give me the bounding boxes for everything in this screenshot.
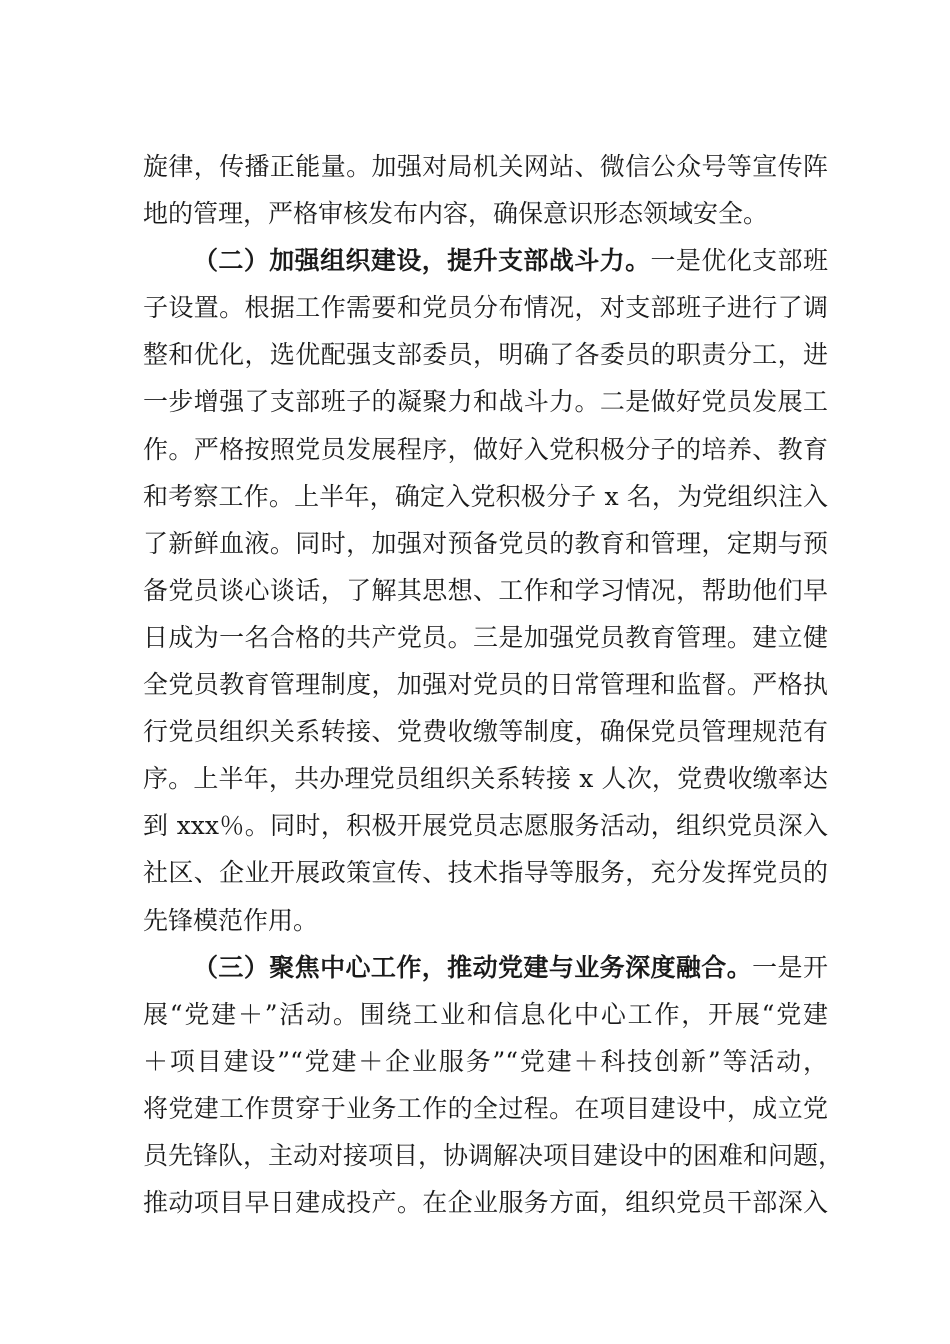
text-line: 员先锋队，主动对接项目，协调解决项目建设中的困难和问题， — [143, 1140, 844, 1170]
text-line: 了新鲜血液。同时，加强对预备党员的教育和管理，定期与预 — [143, 528, 828, 558]
document-body — [143, 143, 844, 1226]
text-line: 推动项目早日建成投产。在企业服务方面，组织党员干部深入 — [143, 1188, 828, 1218]
text-line: 子设置。根据工作需要和党员分布情况，对支部班子进行了调 — [143, 293, 828, 323]
text-line: 日成为一名合格的共产党员。三是加强党员教育管理。建立健 — [143, 622, 828, 652]
text-line: 地的管理，严格审核发布内容，确保意识形态领域安全。 — [143, 199, 769, 229]
section-heading: （三）聚焦中心工作，推动党建与业务深度融合。 — [193, 952, 753, 982]
text-line: 旋律，传播正能量。加强对局机关网站、微信公众号等宣传阵 — [143, 152, 828, 181]
text-line: 全党员教育管理制度，加强对党员的日常管理和监督。严格执 — [143, 670, 828, 700]
text-line: 先锋模范作用。 — [143, 905, 319, 935]
text-line: 作。严格按照党员发展程序，做好入党积极分子的培养、教育 — [143, 434, 828, 464]
text-line: 展“党建＋”活动。围绕工业和信息化中心工作，开展“党建 — [143, 999, 828, 1029]
section-heading-line: （二）加强组织建设，提升支部战斗力。一是优化支部班 — [193, 246, 828, 276]
section-heading-line: （三）聚焦中心工作，推动党建与业务深度融合。一是开 — [193, 952, 828, 982]
text-line: 序。上半年，共办理党员组织关系转接 x 人次，党费收缴率达 — [143, 764, 828, 794]
text-line: 一步增强了支部班子的凝聚力和战斗力。二是做好党员发展工 — [143, 387, 828, 417]
text-line: 行党员组织关系转接、党费收缴等制度，确保党员管理规范有 — [143, 717, 828, 747]
text-line: 备党员谈心谈话，了解其思想、工作和学习情况，帮助他们早 — [143, 575, 828, 605]
text-line: 到 xxx％。同时，积极开展党员志愿服务活动，组织党员深入 — [143, 811, 828, 841]
text-line: 整和优化，选优配强支部委员，明确了各委员的职责分工，进 — [143, 340, 828, 370]
text-line: 和考察工作。上半年，确定入党积极分子 x 名，为党组织注入 — [143, 481, 828, 511]
text-line: 社区、企业开展政策宣传、技术指导等服务，充分发挥党员的 — [143, 858, 828, 888]
text-line: 将党建工作贯穿于业务工作的全过程。在项目建设中，成立党 — [143, 1093, 828, 1123]
text-line: ＋项目建设”“党建＋企业服务”“党建＋科技创新”等活动， — [143, 1046, 828, 1076]
section-heading: （二）加强组织建设，提升支部战斗力。 — [193, 246, 651, 276]
